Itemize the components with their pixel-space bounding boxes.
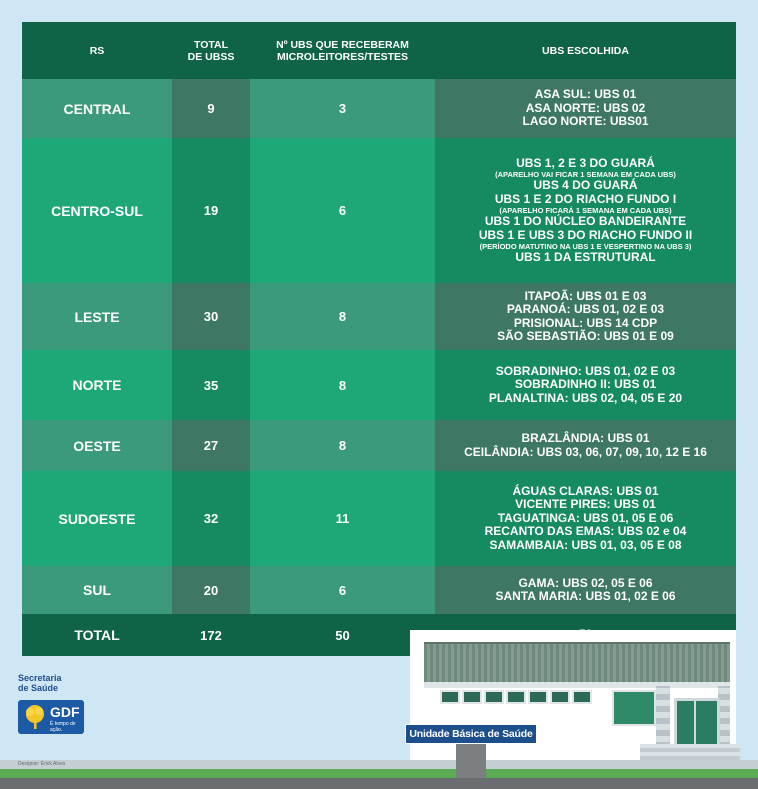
header-received: Nº UBS QUE RECEBERAM MICROLEITORES/TESTES <box>250 22 435 79</box>
table-row <box>22 420 736 471</box>
cell-total-ubs: 27 <box>172 420 250 471</box>
building-band <box>424 682 730 688</box>
chosen-line: UBS 1 DO NÚCLEO BANDEIRANTE <box>484 214 687 228</box>
building-steps <box>640 744 740 760</box>
cell-chosen <box>435 138 736 283</box>
building-window <box>484 690 504 704</box>
chosen-line: ASA SUL: UBS 01 <box>534 87 637 102</box>
header-rs: RS <box>22 22 172 79</box>
chosen-line: PLANALTINA: UBS 02, 04, 05 E 20 <box>488 390 683 405</box>
cell-received: 6 <box>250 566 435 614</box>
cell-rs: SUL <box>22 566 172 614</box>
cell-total-ubs: 35 <box>172 350 250 420</box>
chosen-line: UBS 4 DO GUARÁ <box>533 178 638 192</box>
sidewalk <box>0 760 758 769</box>
total-label: TOTAL <box>22 614 172 656</box>
cell-total-ubs: 19 <box>172 138 250 283</box>
building-window <box>550 690 570 704</box>
secretaria-logo: Secretaria de Saúde <box>18 673 62 693</box>
chosen-line: SAMAMBAIA: UBS 01, 03, 05 E 08 <box>489 537 682 552</box>
cell-rs: LESTE <box>22 283 172 350</box>
cell-total-ubs: 32 <box>172 471 250 566</box>
building-window <box>572 690 592 704</box>
cell-received: 8 <box>250 350 435 420</box>
chosen-line: VICENTE PIRES: UBS 01 <box>515 497 656 512</box>
health-unit-sign: Unidade Básica de Saúde <box>405 724 537 744</box>
cell-chosen <box>435 79 736 138</box>
grass-strip <box>0 769 758 778</box>
chosen-line: GAMA: UBS 02, 05 E 06 <box>518 575 653 590</box>
chosen-line: SANTA MARIA: UBS 01, 02 E 06 <box>495 589 676 603</box>
chosen-line: CEILÂNDIA: UBS 03, 06, 07, 09, 10, 12 E 16 <box>464 444 707 459</box>
chosen-line: PRISIONAL: UBS 14 CDP <box>513 315 658 330</box>
chosen-line: SÃO SEBASTIÃO: UBS 01 E 09 <box>497 329 674 343</box>
cell-received: 8 <box>250 420 435 471</box>
sign-post <box>456 740 486 778</box>
chosen-line: BRAZLÂNDIA: UBS 01 <box>521 431 650 445</box>
building-window <box>440 690 460 704</box>
table-row <box>22 138 736 283</box>
building-window <box>462 690 482 704</box>
chosen-line: UBS 1 E 2 DO RIACHO FUNDO I <box>494 191 677 206</box>
gdf-logo <box>18 700 84 734</box>
cell-received: 3 <box>250 79 435 138</box>
cell-total-ubs: 9 <box>172 79 250 138</box>
chosen-line: SOBRADINHO II: UBS 01 <box>514 377 657 392</box>
chosen-line: RECANTO DAS EMAS: UBS 02 e 04 <box>484 524 687 539</box>
cell-chosen <box>435 566 736 614</box>
building-window <box>506 690 526 704</box>
total-received: 50 <box>250 614 435 656</box>
cell-received: 11 <box>250 471 435 566</box>
chosen-line: UBS 1 DA ESTRUTURAL <box>515 250 656 264</box>
cell-total-ubs: 20 <box>172 566 250 614</box>
cell-chosen <box>435 420 736 471</box>
table-row <box>22 471 736 566</box>
building-window <box>528 690 548 704</box>
cell-chosen <box>435 350 736 420</box>
designer-credit: Designer: Érick Alves <box>18 761 66 767</box>
chosen-line: TAGUATINGA: UBS 01, 05 E 06 <box>497 510 674 525</box>
table-row <box>22 283 736 350</box>
header-total-ubs: TOTAL DE UBSS <box>172 22 250 79</box>
table-row <box>22 350 736 420</box>
cell-chosen <box>435 471 736 566</box>
chosen-note: (PERÍODO MATUTINO NA UBS 1 E VESPERTINO NA UBS 3) <box>479 242 692 251</box>
chosen-line: UBS 1, 2 E 3 DO GUARÁ <box>516 155 655 170</box>
road <box>0 778 758 789</box>
chosen-line: ITAPOÃ: UBS 01 E 03 <box>524 288 647 303</box>
chosen-line: SOBRADINHO: UBS 01, 02 E 03 <box>495 363 676 378</box>
ubs-table <box>22 22 736 656</box>
chosen-line: ASA NORTE: UBS 02 <box>525 100 646 115</box>
cell-rs: OESTE <box>22 420 172 471</box>
table-row <box>22 566 736 614</box>
building-roof <box>424 642 730 684</box>
cell-rs: CENTRAL <box>22 79 172 138</box>
gdf-slogan: É tempo de ação. <box>50 721 76 733</box>
chosen-line: UBS 1 E UBS 3 DO RIACHO FUNDO II <box>478 227 693 242</box>
chosen-line: ÁGUAS CLARAS: UBS 01 <box>512 483 659 498</box>
header-chosen: UBS ESCOLHIDA <box>435 22 736 79</box>
chosen-line: LAGO NORTE: UBS01 <box>522 114 649 129</box>
ipe-tree-icon <box>21 703 49 731</box>
cell-rs: CENTRO-SUL <box>22 138 172 283</box>
chosen-line: PARANOÁ: UBS 01, 02 E 03 <box>506 302 665 316</box>
table-header-row <box>22 22 736 79</box>
cell-rs: NORTE <box>22 350 172 420</box>
cell-total-ubs: 30 <box>172 283 250 350</box>
chosen-note: (APARELHO VAI FICAR 1 SEMANA EM CADA UBS) <box>495 170 676 179</box>
cell-received: 8 <box>250 283 435 350</box>
table-body <box>22 79 736 614</box>
cell-chosen <box>435 283 736 350</box>
chosen-note: (APARELHO FICARÁ 1 SEMANA EM CADA UBS) <box>499 206 672 215</box>
building-green-window <box>612 690 656 726</box>
table-row <box>22 79 736 138</box>
total-ubs: 172 <box>172 614 250 656</box>
cell-rs: SUDOESTE <box>22 471 172 566</box>
cell-received: 6 <box>250 138 435 283</box>
gdf-name: GDF <box>50 704 80 720</box>
